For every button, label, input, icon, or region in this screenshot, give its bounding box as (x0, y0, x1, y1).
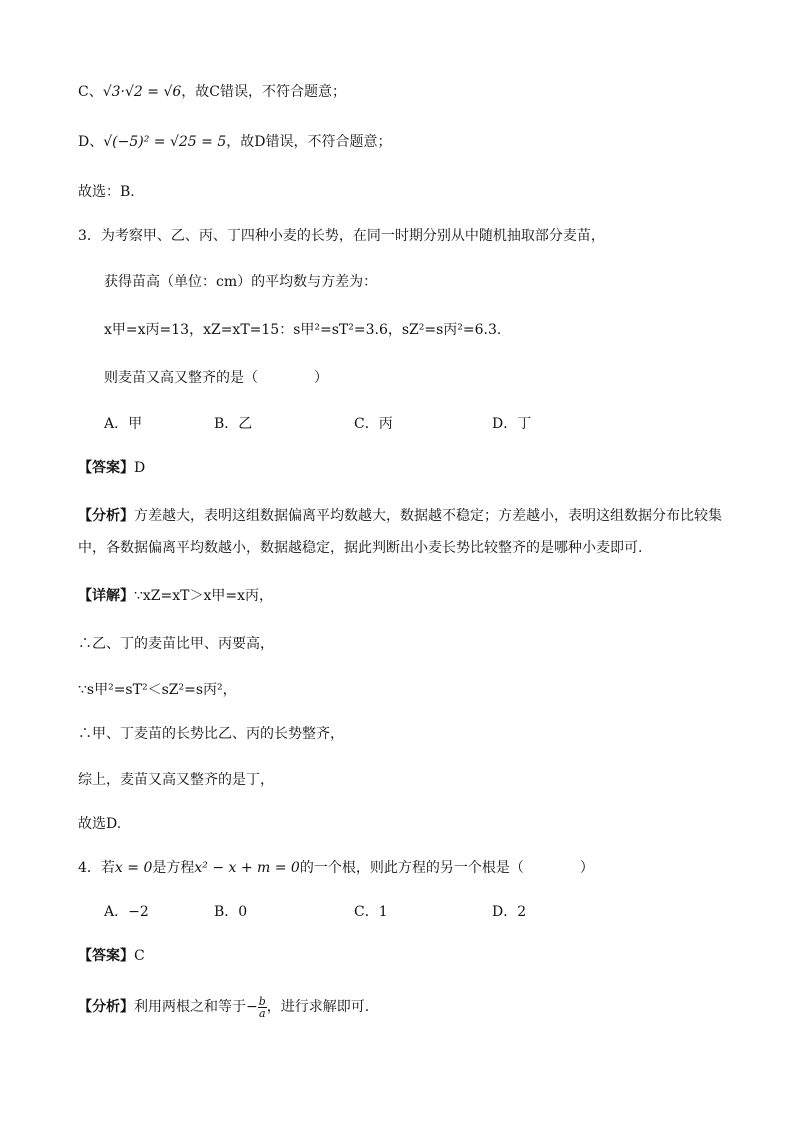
q4-option-d: D．2 (492, 904, 527, 920)
stem-text: 是方程 (152, 860, 195, 876)
question-3-stem: 3．为考察甲、乙、丙、丁四种小麦的长势，在同一时期分别从中随机抽取部分麦苗， (78, 228, 605, 244)
q3-answer (78, 458, 145, 478)
detail-tag: 【详解】 (78, 588, 134, 604)
choice-b-conclusion: 故选：B. (78, 184, 135, 200)
option-label: D、 (78, 134, 104, 150)
explanation-text: ，故D错误，不符合题意； (226, 134, 392, 150)
q3-detail-1 (78, 586, 273, 606)
q3-detail-5: 综上，麦苗又高又整齐的是丁， (78, 772, 274, 788)
question-4-stem (78, 858, 594, 878)
option-d-explanation (78, 132, 391, 152)
q3-option-c: C．丙 (354, 416, 393, 432)
question-3-formula: x甲=x丙=13，xZ=xT=15：s甲²=sT²=3.6，sZ²=s丙²=6.3. (104, 322, 502, 338)
q3-detail-3: ∵s甲²=sT²＜sZ²=s丙²， (78, 682, 237, 698)
question-3-prompt: 则麦苗又高又整齐的是（ ） (104, 370, 328, 386)
analysis-text: 利用两根之和等于 (134, 999, 246, 1015)
q4-option-c: C．1 (354, 904, 388, 920)
answer-tag: 【答案】 (78, 948, 134, 964)
q4-answer (78, 946, 145, 966)
q3-detail-2: ∴乙、丁的麦苗比甲、丙要高， (78, 636, 274, 652)
analysis-tag: 【分析】 (78, 508, 134, 524)
q4-analysis (78, 992, 369, 1022)
q3-detail-6: 故选D. (78, 816, 122, 832)
option-label: C、 (78, 84, 103, 100)
math-expression: √3·√2 = √6 (102, 84, 182, 100)
math-expression: √(−5)² = √25 = 5 (103, 134, 227, 150)
q3-option-d: D．丁 (492, 416, 532, 432)
math-expression: x = 0 (114, 860, 153, 876)
detail-text: ∵xZ=xT＞x甲=x丙， (134, 588, 274, 604)
fraction-denominator: a (258, 1006, 266, 1020)
fraction-numerator: b (258, 994, 266, 1008)
question-3-line-2: 获得苗高（单位：cm）的平均数与方差为： (104, 274, 378, 290)
explanation-text: ，故C错误，不符合题意； (181, 84, 347, 100)
math-equation: x² − x + m = 0 (194, 860, 300, 876)
q3-analysis-1 (78, 506, 722, 526)
answer-value: C (134, 948, 145, 964)
q4-option-a: A．−2 (104, 904, 149, 920)
q3-detail-4: ∴甲、丁麦苗的长势比乙、丙的长势整齐， (78, 726, 344, 742)
minus-sign: − (246, 999, 258, 1015)
q3-option-a: A．甲 (104, 416, 143, 432)
analysis-tag: 【分析】 (78, 999, 134, 1015)
analysis-text: ，进行求解即可. (266, 999, 370, 1015)
stem-text: 的一个根，则此方程的另一个根是（ ） (299, 860, 594, 876)
q3-option-b: B．乙 (214, 416, 253, 432)
option-c-explanation (78, 82, 346, 102)
answer-tag: 【答案】 (78, 460, 134, 476)
q4-option-b: B．0 (214, 904, 248, 920)
question-number: 4．若 (78, 860, 115, 876)
q3-analysis-2: 中，各数据偏离平均数越小，数据越稳定，据此判断出小麦长势比较整齐的是哪种小麦即可. (78, 540, 643, 556)
analysis-text: 方差越大，表明这组数据偏离平均数越大，数据越不稳定；方差越小，表明这组数据分布比较集 (134, 508, 722, 524)
answer-value: D (134, 460, 146, 476)
fraction-b-over-a (258, 996, 267, 1019)
